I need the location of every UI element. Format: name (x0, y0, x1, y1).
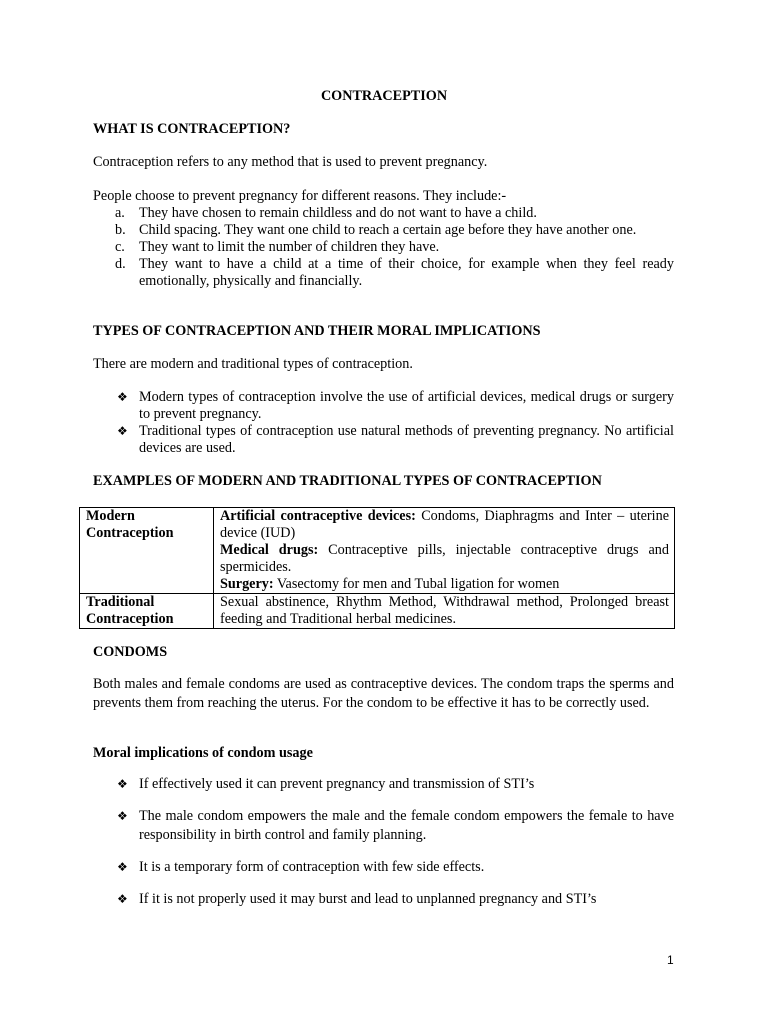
list-item-text: They want to have a child at a time of their choice, for example when they feel ready emotionally, physically and financially. (139, 256, 674, 289)
list-item (93, 775, 674, 794)
list-item-text: It is a temporary form of contraception with few side effects. (139, 859, 485, 875)
moral-implications-subheading: Moral implications of condom usage (93, 745, 313, 761)
page-title: CONTRACEPTION (320, 88, 448, 104)
list-item (93, 389, 674, 423)
diamond-bullet-icon: ❖ (117, 390, 128, 404)
diamond-bullet-icon: ❖ (117, 892, 128, 906)
surgery-line (220, 576, 669, 593)
diamond-bullet-icon: ❖ (117, 777, 128, 791)
section-heading-examples: EXAMPLES OF MODERN AND TRADITIONAL TYPES OF CONTRACEPTION (93, 473, 602, 489)
table-row (80, 594, 675, 629)
table-cell-traditional-label: Traditional Contraception (80, 594, 214, 629)
list-item-text: If effectively used it can prevent pregnancy and transmission of STI’s (139, 776, 535, 792)
list-item (93, 858, 674, 877)
list-item (93, 890, 674, 909)
surgery-label: Surgery: (220, 576, 274, 592)
types-bullet-list (93, 389, 674, 457)
list-item (93, 256, 674, 290)
drugs-label: Medical drugs: (220, 542, 319, 558)
reasons-intro: People choose to prevent pregnancy for different reasons. They include:- (93, 188, 507, 204)
drugs-text: Contraceptive pills, injectable contraceptive drugs and spermicides. (220, 542, 669, 575)
table-row (80, 508, 675, 594)
definition-paragraph: Contraception refers to any method that is used to prevent pregnancy. (93, 154, 488, 170)
diamond-bullet-icon: ❖ (117, 424, 128, 438)
diamond-bullet-icon: ❖ (117, 809, 128, 823)
reasons-list (93, 205, 674, 290)
list-item-text: They want to limit the number of children they have. (139, 239, 440, 255)
table-cell-modern-details (214, 508, 675, 594)
list-marker: b. (115, 222, 126, 238)
list-item (93, 807, 674, 845)
list-item-text: Traditional types of contraception use natural methods of preventing pregnancy. No artificial devices are used. (139, 423, 674, 456)
condom-implications-list (93, 775, 674, 909)
list-item-text: Child spacing. They want one child to reach a certain age before they have another one. (139, 222, 637, 238)
list-item (93, 239, 674, 256)
list-item-text: The male condom empowers the male and the female condom empowers the female to have responsibility in birth control and family planning. (139, 808, 674, 843)
list-item (93, 423, 674, 457)
devices-line (220, 508, 669, 542)
list-marker: d. (115, 256, 126, 272)
surgery-text: Vasectomy for men and Tubal ligation for women (273, 576, 560, 592)
types-intro: There are modern and traditional types of contraception. (93, 356, 413, 372)
diamond-bullet-icon: ❖ (117, 860, 128, 874)
condoms-paragraph: Both males and female condoms are used as contraceptive devices. The condom traps the sperms and prevents them from reaching the uterus. For the condom to be effective it has to be correctly used. (93, 676, 674, 711)
section-heading-condoms: CONDOMS (93, 644, 168, 660)
section-heading-types: TYPES OF CONTRACEPTION AND THEIR MORAL IMPLICATIONS (93, 323, 541, 339)
list-marker: a. (115, 205, 125, 221)
list-item (93, 205, 674, 222)
page-number: 1 (667, 953, 674, 967)
list-marker: c. (115, 239, 125, 255)
list-item-text: Modern types of contraception involve the use of artificial devices, medical drugs or surgery to prevent pregnancy. (139, 389, 674, 422)
devices-label: Artificial contraceptive devices: (220, 508, 416, 524)
devices-text: Condoms, Diaphragms and Inter – uterine device (IUD) (220, 508, 669, 541)
table-cell-modern-label: Modern Contraception (80, 508, 214, 594)
drugs-line (220, 542, 669, 576)
list-item (93, 222, 674, 239)
examples-table (79, 507, 675, 629)
section-heading-what-is: WHAT IS CONTRACEPTION? (93, 121, 291, 137)
list-item-text: If it is not properly used it may burst and lead to unplanned pregnancy and STI’s (139, 891, 597, 907)
list-item-text: They have chosen to remain childless and do not want to have a child. (139, 205, 537, 221)
table-cell-traditional-details: Sexual abstinence, Rhythm Method, Withdrawal method, Prolonged breast feeding and Traditional herbal medicines. (214, 594, 675, 629)
